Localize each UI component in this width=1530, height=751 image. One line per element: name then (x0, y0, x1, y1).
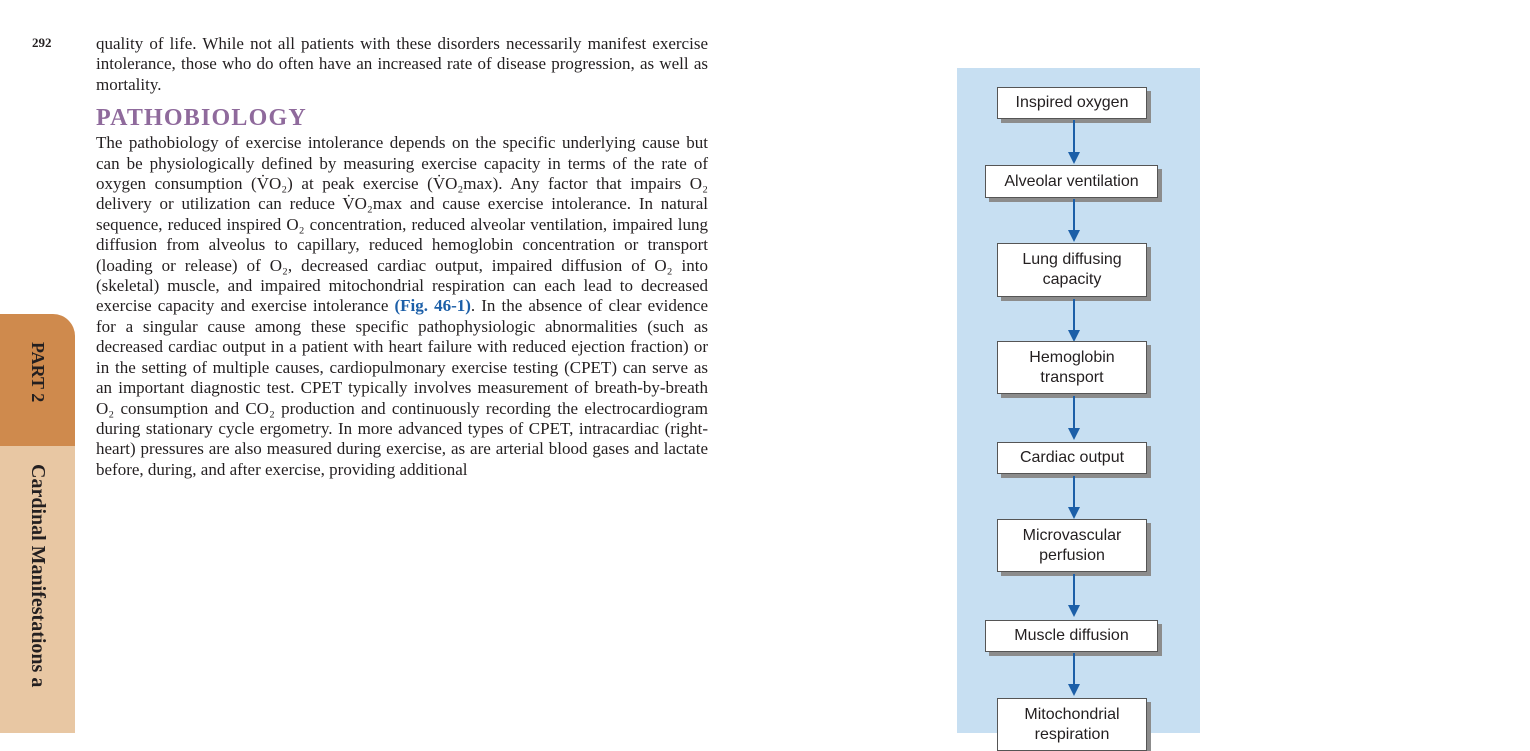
section-title-tab (0, 446, 75, 733)
oxygen-pathway-figure (957, 68, 1200, 743)
intro-paragraph: quality of life. While not all patients with these disorders necessarily manifest exercise intolerance, those who do often have an increased rate of disease progression, as well as mortality. (96, 34, 708, 94)
pathobiology-paragraph (96, 133, 708, 480)
section-heading: PATHOBIOLOGY (96, 105, 307, 132)
part-tab-label: PART 2 (28, 342, 48, 403)
flow-arrow (1073, 299, 1075, 331)
flow-arrow-head (1068, 152, 1080, 164)
part-tab (0, 314, 75, 446)
flow-arrow-head (1068, 605, 1080, 617)
flow-box-microvascular-perfusion: Microvascular perfusion (997, 519, 1147, 572)
flow-arrow-head (1068, 684, 1080, 696)
flow-arrow (1073, 574, 1075, 606)
flow-box-alveolar-ventilation: Alveolar ventilation (985, 165, 1158, 198)
flow-box-muscle-diffusion: Muscle diffusion (985, 620, 1158, 652)
flow-arrow (1073, 120, 1075, 153)
flow-box-hemoglobin-transport: Hemoglobin transport (997, 341, 1147, 394)
section-title-label: Cardinal Manifestations a (27, 464, 49, 688)
flow-box-cardiac-output: Cardiac output (997, 442, 1147, 474)
flow-box-mitochondrial-respiration: Mitochondrial respiration (997, 698, 1147, 751)
body-text-column (96, 34, 708, 480)
flow-arrow (1073, 653, 1075, 686)
page-number: 292 (32, 35, 52, 50)
flow-box-inspired-oxygen: Inspired oxygen (997, 87, 1147, 119)
flow-arrow-head (1068, 230, 1080, 242)
figure-reference-link[interactable]: (Fig. 46-1) (394, 296, 471, 316)
paragraph-text-after-ref: . In the absence of clear evidence for a singular cause among these specific pathophysiologic abnormalities (such as decreased cardiac output in a patient with heart failure with reduced ejection fraction) or in the setting of multiple causes, cardiopulmonary exercise testing (CPET) can serve as an important diagnostic test. CPET typically involves measurement of breath-by-breath O₂ consumption and CO₂ production and continuously recording the electrocardiogram during stationary cycle ergometry. In more advanced types of CPET, intracardiac (right-heart) pressures are also measured during exercise, as are arterial blood gases and lactate before, during, and after exercise, providing additional (96, 296, 708, 479)
flow-arrow-head (1068, 507, 1080, 519)
flow-arrow (1073, 199, 1075, 232)
flow-arrow-head (1068, 428, 1080, 440)
flow-arrow (1073, 396, 1075, 430)
paragraph-text-before-ref: The pathobiology of exercise intolerance depends on the specific underlying cause but can be physiologically defined by measuring exercise capacity in terms of the rate of oxygen consumption (V̇O₂) at peak exercise (V̇O₂max). Any factor that impairs O₂ delivery or utilization can reduce V̇O₂max and cause exercise intolerance. In natural sequence, reduced inspired O₂ concentration, reduced alveolar ventilation, impaired lung diffusion from alveolus to capillary, reduced hemoglobin concentration or transport (loading or release) of O₂, decreased cardiac output, impaired diffusion of O₂ into (skeletal) muscle, and impaired mitochondrial respiration can each lead to decreased exercise capacity and exercise intolerance (96, 133, 708, 316)
flow-arrow (1073, 476, 1075, 508)
flow-box-lung-diffusing-capacity: Lung diffusing capacity (997, 243, 1147, 297)
